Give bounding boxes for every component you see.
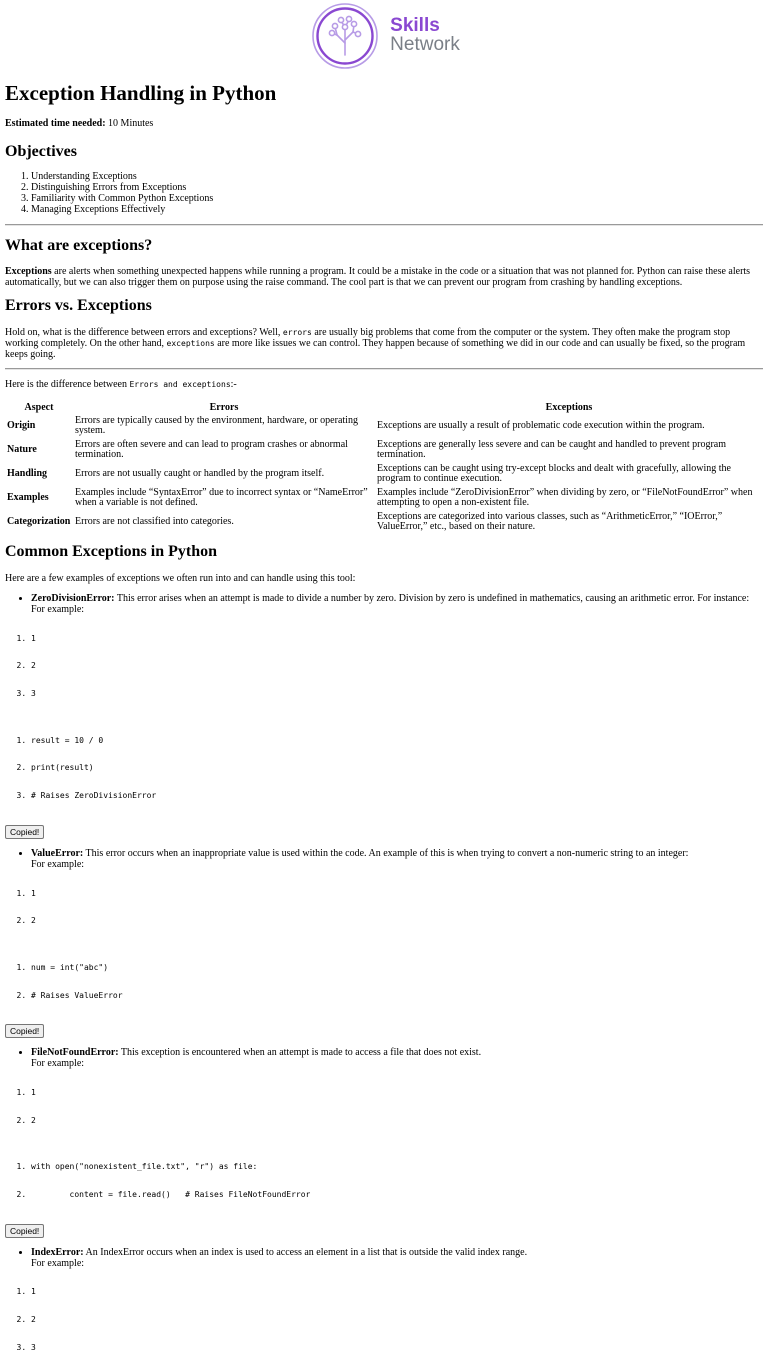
table-header-row [5,400,763,414]
aspect-cell: Nature [7,444,37,456]
table-row [5,414,763,438]
difference-pre: Here is the difference between [5,378,130,390]
code-line: 1. with open("nonexistent_file.txt", "r") as file: [31,1162,763,1172]
errors-text-2: are usually big problems that come from the computer or the system. They often make the program stop working completely. On the other hand, [5,326,731,349]
line-number: 1. 1 [31,1287,763,1297]
for-example-label: For example: [31,859,85,871]
exceptions-cell: Exceptions are categorized into various classes, such as “ArithmeticError,” “IOError,” ValueError,” etc., based on their nature. [377,511,723,533]
exceptions-cell: Exceptions are usually a result of problematic code execution within the program. [377,420,705,432]
code-block[interactable] [5,1069,763,1217]
code-block[interactable] [5,615,763,819]
code-line: 2. # Raises ValueError [31,991,763,1001]
aspect-cell: Examples [7,492,49,504]
skills-network-logo[interactable] [310,3,460,69]
code-block[interactable] [5,870,763,1018]
exceptions-cell: Examples include “ZeroDivisionError” when dividing by zero, or “FileNotFoundError” when attempting to open a non-existent file. [377,487,753,509]
aspect-cell: Origin [7,420,36,432]
for-example-label: For example: [31,1058,85,1070]
comparison-table [5,400,763,534]
for-example-label: For example: [31,1257,85,1269]
table-row [5,486,763,510]
exception-description: An IndexError occurs when an index is used to access an element in a list that is outside the valid index range. [83,1246,528,1258]
line-numbers [5,1269,763,1371]
list-item [31,1247,763,1269]
copy-button[interactable]: Copied! [5,1224,44,1238]
line-numbers [5,1069,763,1143]
estimated-time [5,118,763,130]
line-numbers [5,870,763,944]
errors-cell: Examples include “SyntaxError” due to incorrect syntax or “NameError” when a variable is not defined. [75,487,368,509]
objective-item: 4. Managing Exceptions Effectively [31,204,763,215]
exception-description: This error arises when an attempt is made to divide a number by zero. Division by zero is undefined in mathematics, causing an arithmetic error. For instance: [114,593,750,605]
logo-line-1: Skills [390,15,440,37]
objective-item: 3. Familiarity with Common Python Exceptions [31,193,763,204]
column-header-errors: Errors [209,401,239,413]
difference-post: :- [230,378,237,390]
code-line: 1. num = int("abc") [31,963,763,973]
code-line: 2. content = file.read() # Raises FileNotFoundError [31,1190,763,1200]
code-line: 1. result = 10 / 0 [31,736,763,746]
objective-item: 1. Understanding Exceptions [31,171,763,182]
line-number: 2. 2 [31,661,763,671]
copy-button[interactable]: Copied! [5,1024,44,1038]
exception-list [5,848,763,870]
list-item [31,1047,763,1069]
errors-cell: Errors are not usually caught or handled by the program itself. [75,468,325,480]
for-example-label: For example: [31,604,85,616]
errors-vs-exceptions-heading: Errors vs. Exceptions [5,297,152,315]
exception-name: IndexError: [31,1246,84,1258]
objectives-list [5,171,763,215]
code-lines [5,1144,763,1218]
logo-wordmark [390,17,460,54]
table-row [5,438,763,462]
errors-code: errors [282,327,312,337]
errors-cell: Errors are not classified into categories. [75,516,234,528]
code-line: 2. print(result) [31,763,763,773]
errors-cell: Errors are often severe and can lead to program crashes or abnormal termination. [75,439,348,461]
divider [5,224,763,226]
exception-list [5,1247,763,1269]
exception-list [5,593,763,615]
aspect-cell: Categorization [7,516,71,528]
errors-text-3: are more like issues we can control. They happen because of something we did in our code and can usually be fixed, so the program keeps going. [5,337,746,360]
exceptions-cell: Exceptions can be caught using try-except blocks and dealt with gracefully, allowing the program to continue execution. [377,463,731,485]
exceptions-cell: Exceptions are generally less severe and can be caught and handled to prevent program termination. [377,439,727,461]
line-number: 2. 2 [31,916,763,926]
what-are-exceptions-heading: What are exceptions? [5,236,153,254]
difference-code: Errors and exceptions [129,379,231,389]
table-row [5,510,763,534]
line-number: 1. 1 [31,1088,763,1098]
code-block[interactable] [5,1269,763,1371]
column-header-aspect: Aspect [24,401,54,413]
header [5,0,763,72]
exceptions-definition: are alerts when something unexpected happens while running a program. It could be a mistake in the code or a situation that was not planned for. Python can raise these alerts automatically, but we can also trigger them on purpose using the raise command. The cool part is that we can prevent our program from crashing by handling exceptions. [5,266,751,289]
line-number: 3. 3 [31,1343,763,1353]
line-number: 1. 1 [31,889,763,899]
copy-button[interactable]: Copied! [5,825,44,839]
logo-line-2: Network [390,34,460,55]
code-line: 3. # Raises ZeroDivisionError [31,791,763,801]
exceptions-code: exceptions [166,338,215,348]
common-exceptions-heading: Common Exceptions in Python [5,543,218,561]
exception-name: ValueError: [31,848,84,860]
errors-vs-exceptions-paragraph [5,327,763,360]
line-number: 3. 3 [31,689,763,699]
code-lines [5,717,763,819]
line-number: 1. 1 [31,634,763,644]
exception-description: This exception is encountered when an attempt is made to access a file that does not exist. [118,1047,482,1059]
objective-item: 2. Distinguishing Errors from Exceptions [31,182,763,193]
aspect-cell: Handling [7,468,48,480]
exceptions-term: Exceptions [5,266,52,278]
code-lines [5,944,763,1018]
exception-description: This error occurs when an inappropriate value is used within the code. An example of this is when trying to convert a non-numeric string to an integer: [83,848,689,860]
list-item [31,593,763,615]
line-numbers [5,615,763,717]
difference-intro [5,379,763,391]
what-are-exceptions-paragraph [5,266,763,288]
page-title: Exception Handling in Python [5,81,277,105]
exception-name: ZeroDivisionError: [31,593,115,605]
errors-text-1: Hold on, what is the difference between errors and exceptions? Well, [5,326,283,338]
line-number: 2. 2 [31,1315,763,1325]
estimated-time-value: 10 Minutes [105,118,154,130]
estimated-time-label: Estimated time needed: [5,118,106,130]
objectives-heading: Objectives [5,142,77,160]
tree-logo-icon [310,3,380,69]
exception-list [5,1047,763,1069]
divider [5,368,763,370]
column-header-exceptions: Exceptions [545,401,593,413]
table-row [5,462,763,486]
exception-name: FileNotFoundError: [31,1047,119,1059]
list-item [31,848,763,870]
errors-cell: Errors are typically caused by the environment, hardware, or operating system. [75,415,358,437]
line-number: 2. 2 [31,1116,763,1126]
common-exceptions-intro: Here are a few examples of exceptions we often run into and can handle using this tool: [5,572,356,584]
